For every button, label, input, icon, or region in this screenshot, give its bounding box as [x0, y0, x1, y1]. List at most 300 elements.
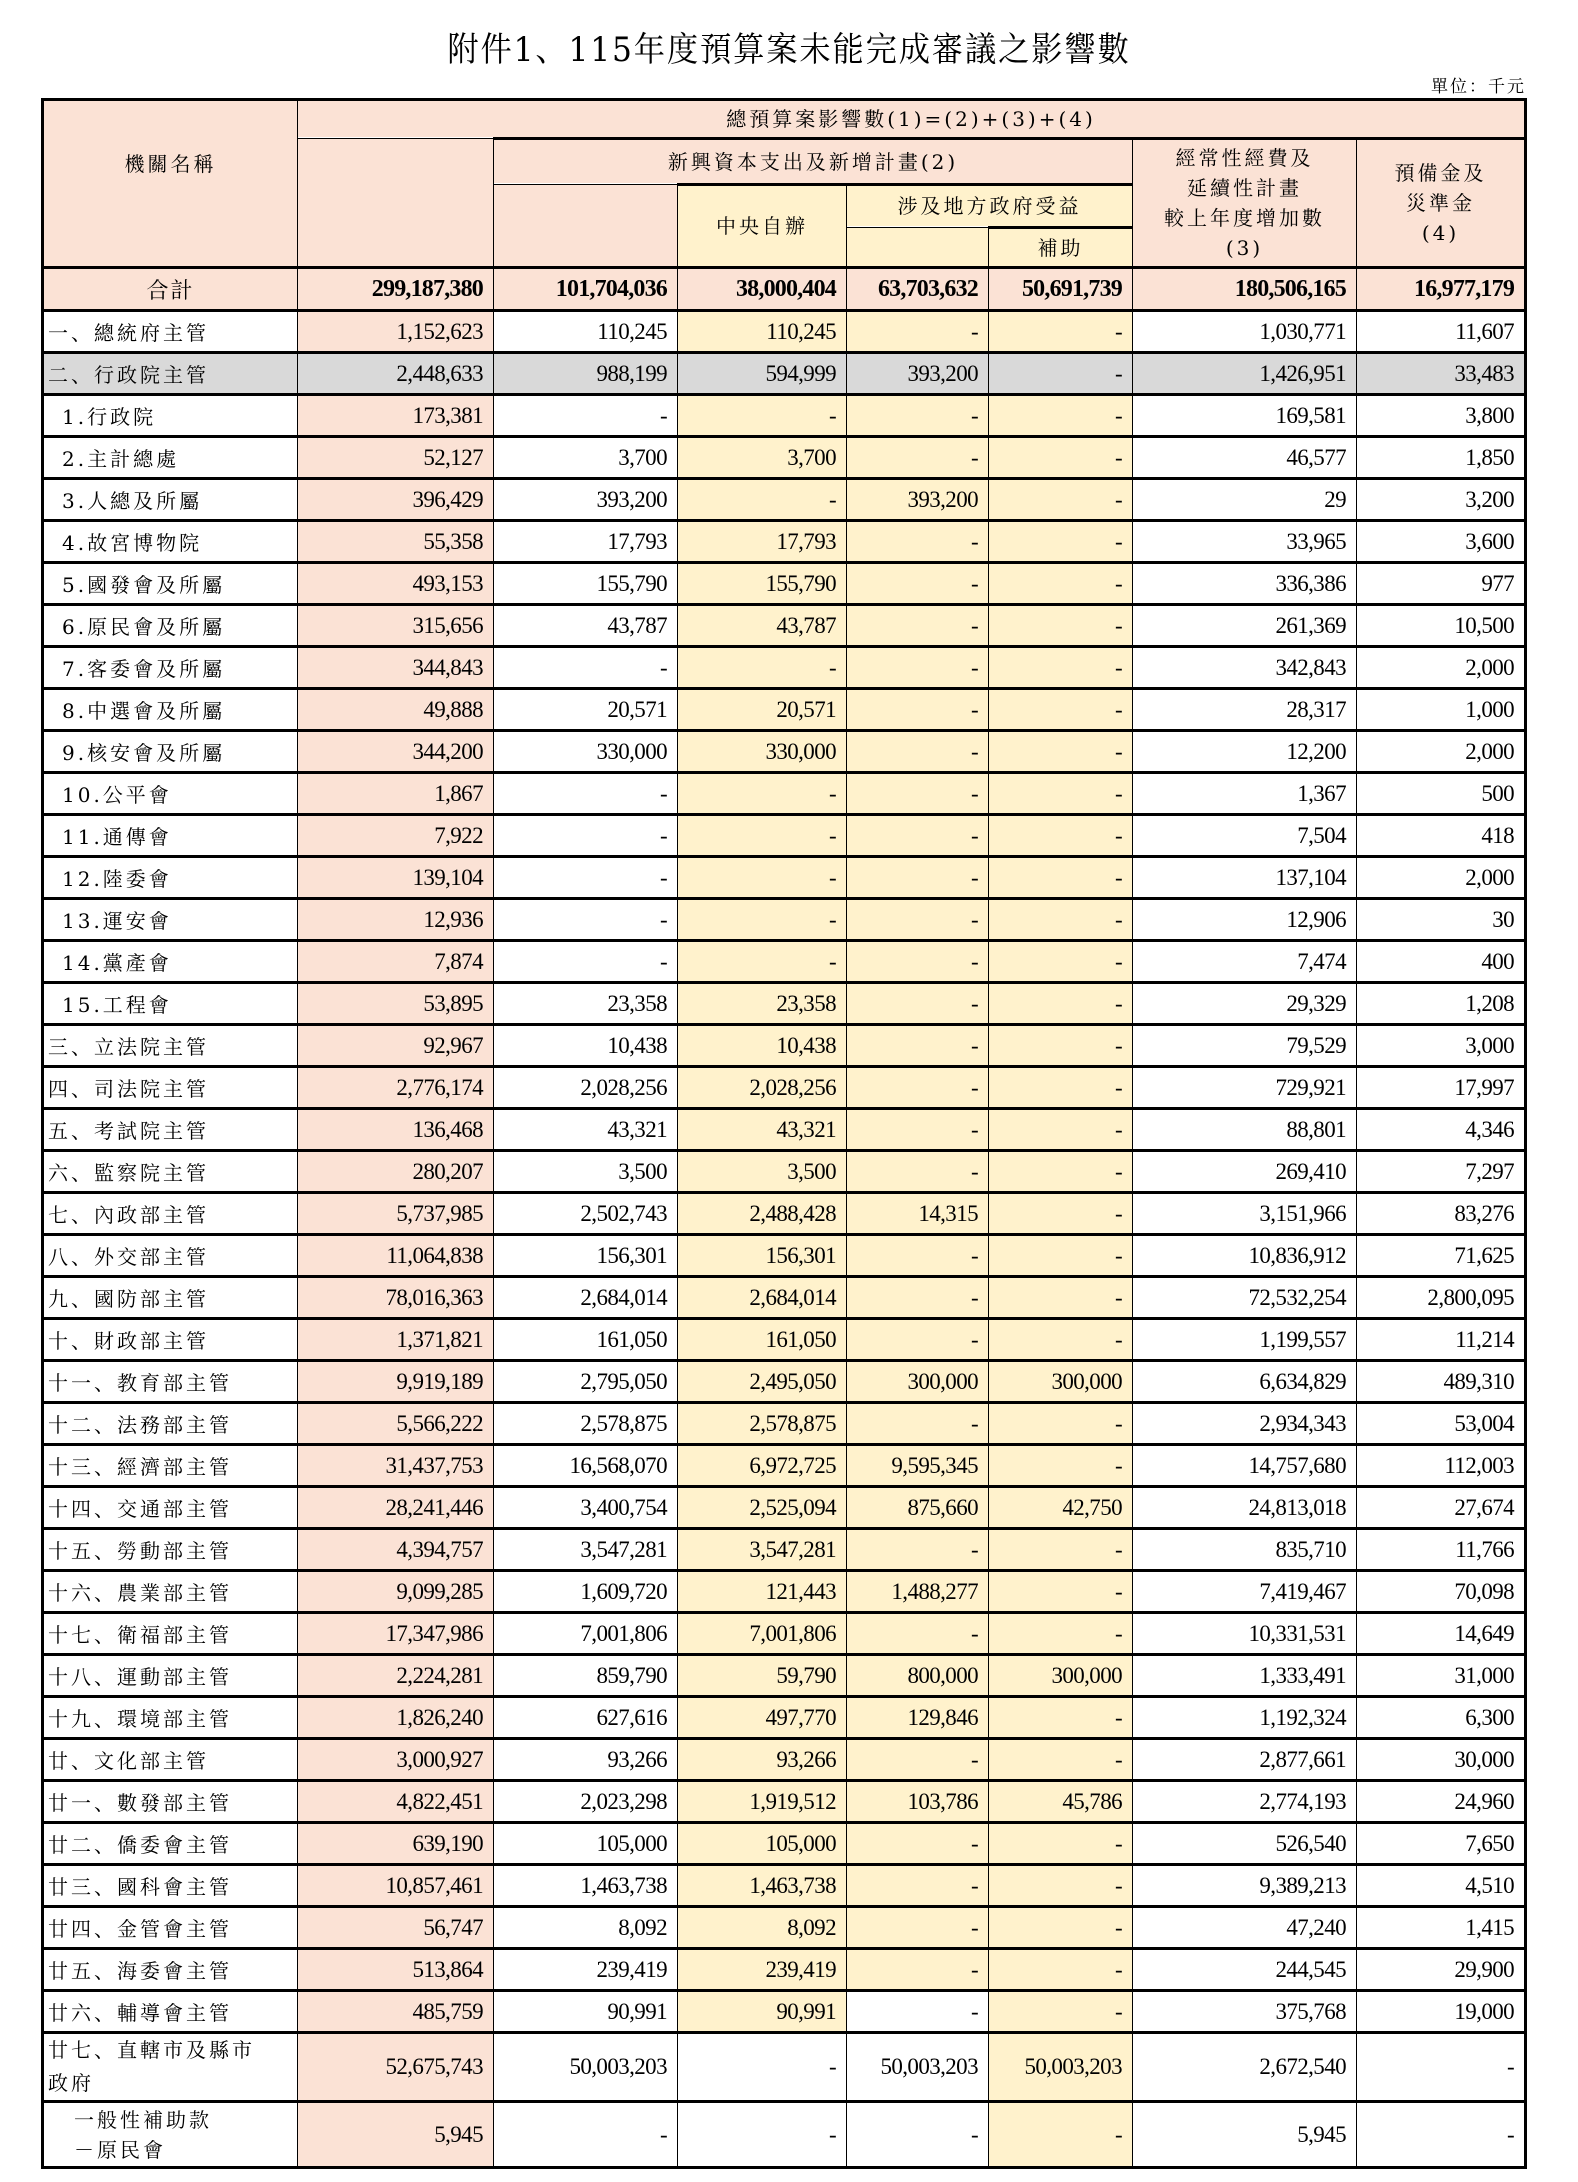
cell-new-capital: 859,790 — [494, 1655, 678, 1697]
table-row — [43, 1025, 1526, 1067]
cell-total-impact: 315,656 — [298, 605, 494, 647]
cell-total-impact: 52,127 — [298, 437, 494, 479]
table-row — [43, 1319, 1526, 1361]
table-row — [43, 1193, 1526, 1235]
row-agency-name: 10.公平會 — [43, 773, 298, 815]
total-row — [43, 268, 1526, 311]
cell-new-capital: 3,547,281 — [494, 1529, 678, 1571]
total-recurring-value: 180,506,165 — [1133, 268, 1357, 311]
cell-recurring: 261,369 — [1133, 605, 1357, 647]
cell-total-impact: 344,843 — [298, 647, 494, 689]
cell-central-self: 93,266 — [678, 1739, 847, 1781]
cell-central-self: 3,700 — [678, 437, 847, 479]
cell-reserve: 27,674 — [1357, 1487, 1526, 1529]
cell-reserve: 19,000 — [1357, 1991, 1526, 2033]
cell-new-capital: 2,502,743 — [494, 1193, 678, 1235]
cell-subsidy: - — [989, 1025, 1133, 1067]
cell-local-benefit: - — [847, 857, 989, 899]
cell-new-capital: 988,199 — [494, 353, 678, 395]
cell-new-capital: 393,200 — [494, 479, 678, 521]
table-row — [43, 1109, 1526, 1151]
cell-new-capital: 50,003,203 — [494, 2033, 678, 2102]
cell-new-capital: 3,400,754 — [494, 1487, 678, 1529]
cell-local-benefit: - — [847, 1991, 989, 2033]
cell-reserve: 30 — [1357, 899, 1526, 941]
cell-recurring: 526,540 — [1133, 1823, 1357, 1865]
cell-total-impact: 173,381 — [298, 395, 494, 437]
row-agency-name: 十四、交通部主管 — [43, 1487, 298, 1529]
row-agency-name: 11.通傳會 — [43, 815, 298, 857]
table-row — [43, 1823, 1526, 1865]
cell-local-benefit: - — [847, 689, 989, 731]
total-impact-value: 299,187,380 — [298, 268, 494, 311]
cell-central-self: 2,028,256 — [678, 1067, 847, 1109]
cell-subsidy: - — [989, 983, 1133, 1025]
cell-total-impact: 136,468 — [298, 1109, 494, 1151]
table-row — [43, 1277, 1526, 1319]
cell-recurring: 7,504 — [1133, 815, 1357, 857]
cell-total-impact: 28,241,446 — [298, 1487, 494, 1529]
cell-central-self: - — [678, 941, 847, 983]
row-agency-name: 十、財政部主管 — [43, 1319, 298, 1361]
cell-subsidy: - — [989, 1739, 1133, 1781]
cell-new-capital: 20,571 — [494, 689, 678, 731]
cell-total-impact: 9,099,285 — [298, 1571, 494, 1613]
cell-central-self: 2,684,014 — [678, 1277, 847, 1319]
header-recurring-line3: 較上年度增加數 — [1164, 206, 1325, 230]
cell-central-self: 239,419 — [678, 1949, 847, 1991]
row-agency-name: 十三、經濟部主管 — [43, 1445, 298, 1487]
cell-total-impact: 639,190 — [298, 1823, 494, 1865]
cell-recurring: 835,710 — [1133, 1529, 1357, 1571]
cell-local-benefit: 9,595,345 — [847, 1445, 989, 1487]
cell-recurring: 169,581 — [1133, 395, 1357, 437]
cell-local-benefit: - — [847, 1865, 989, 1907]
cell-central-self: 8,092 — [678, 1907, 847, 1949]
cell-new-capital: - — [494, 815, 678, 857]
cell-total-impact: 1,152,623 — [298, 311, 494, 353]
cell-reserve: 400 — [1357, 941, 1526, 983]
header-agency-name: 機關名稱 — [43, 100, 298, 268]
header-new-capital: 新興資本支出及新增計畫(2) — [494, 139, 1133, 185]
table-row — [43, 899, 1526, 941]
header-subsidy: 補助 — [989, 228, 1133, 268]
table-row — [43, 479, 1526, 521]
cell-reserve: 30,000 — [1357, 1739, 1526, 1781]
cell-total-impact: 2,224,281 — [298, 1655, 494, 1697]
table-row — [43, 2102, 1526, 2168]
table-row — [43, 605, 1526, 647]
header-total-impact-value-col — [298, 139, 494, 268]
cell-subsidy: - — [989, 521, 1133, 563]
cell-central-self: 121,443 — [678, 1571, 847, 1613]
cell-central-self: - — [678, 2033, 847, 2102]
cell-recurring: 7,474 — [1133, 941, 1357, 983]
cell-total-impact: 11,064,838 — [298, 1235, 494, 1277]
cell-local-benefit: - — [847, 1235, 989, 1277]
cell-local-benefit: 50,003,203 — [847, 2033, 989, 2102]
cell-local-benefit: - — [847, 1277, 989, 1319]
cell-central-self: 43,321 — [678, 1109, 847, 1151]
table-row — [43, 647, 1526, 689]
cell-recurring: 88,801 — [1133, 1109, 1357, 1151]
row-agency-name: 廿七、直轄市及縣市 政府 — [43, 2033, 298, 2102]
cell-local-benefit: - — [847, 395, 989, 437]
cell-subsidy: - — [989, 899, 1133, 941]
header-reserve — [1357, 139, 1526, 268]
table-row — [43, 1571, 1526, 1613]
cell-central-self: 59,790 — [678, 1655, 847, 1697]
cell-subsidy: - — [989, 1193, 1133, 1235]
cell-recurring: 1,199,557 — [1133, 1319, 1357, 1361]
cell-subsidy: - — [989, 1277, 1133, 1319]
cell-reserve: 17,997 — [1357, 1067, 1526, 1109]
cell-reserve: 31,000 — [1357, 1655, 1526, 1697]
cell-reserve: 3,200 — [1357, 479, 1526, 521]
cell-local-benefit: 393,200 — [847, 479, 989, 521]
table-row — [43, 1487, 1526, 1529]
cell-subsidy: - — [989, 479, 1133, 521]
cell-new-capital: 3,500 — [494, 1151, 678, 1193]
cell-new-capital: 7,001,806 — [494, 1613, 678, 1655]
cell-recurring: 1,192,324 — [1133, 1697, 1357, 1739]
cell-recurring: 29,329 — [1133, 983, 1357, 1025]
cell-reserve: - — [1357, 2033, 1526, 2102]
cell-central-self: 20,571 — [678, 689, 847, 731]
row-agency-name: 1.行政院 — [43, 395, 298, 437]
table-row — [43, 1529, 1526, 1571]
cell-subsidy: - — [989, 1949, 1133, 1991]
cell-new-capital: - — [494, 857, 678, 899]
row-agency-name: 8.中選會及所屬 — [43, 689, 298, 731]
cell-central-self: 7,001,806 — [678, 1613, 847, 1655]
header-local-benefit-value-col — [847, 228, 989, 268]
cell-central-self: 2,495,050 — [678, 1361, 847, 1403]
row-agency-name: 十七、衛福部主管 — [43, 1613, 298, 1655]
cell-recurring: 1,367 — [1133, 773, 1357, 815]
cell-reserve: 71,625 — [1357, 1235, 1526, 1277]
header-reserve-line3: (4) — [1421, 221, 1460, 245]
cell-recurring: 2,877,661 — [1133, 1739, 1357, 1781]
cell-reserve: 29,900 — [1357, 1949, 1526, 1991]
cell-new-capital: 17,793 — [494, 521, 678, 563]
cell-central-self: - — [678, 899, 847, 941]
cell-recurring: 10,836,912 — [1133, 1235, 1357, 1277]
cell-central-self: - — [678, 773, 847, 815]
cell-reserve: 11,214 — [1357, 1319, 1526, 1361]
cell-recurring: 79,529 — [1133, 1025, 1357, 1067]
cell-recurring: 1,030,771 — [1133, 311, 1357, 353]
cell-reserve: 418 — [1357, 815, 1526, 857]
cell-total-impact: 92,967 — [298, 1025, 494, 1067]
cell-new-capital: 43,321 — [494, 1109, 678, 1151]
cell-subsidy: - — [989, 941, 1133, 983]
cell-local-benefit: - — [847, 899, 989, 941]
header-central-self: 中央自辦 — [678, 185, 847, 268]
cell-central-self: 3,500 — [678, 1151, 847, 1193]
cell-recurring: 2,774,193 — [1133, 1781, 1357, 1823]
cell-recurring: 336,386 — [1133, 563, 1357, 605]
cell-total-impact: 31,437,753 — [298, 1445, 494, 1487]
cell-reserve: 24,960 — [1357, 1781, 1526, 1823]
cell-central-self: 497,770 — [678, 1697, 847, 1739]
cell-local-benefit: - — [847, 1739, 989, 1781]
cell-reserve: 53,004 — [1357, 1403, 1526, 1445]
cell-recurring: 137,104 — [1133, 857, 1357, 899]
cell-total-impact: 485,759 — [298, 1991, 494, 2033]
cell-subsidy: - — [989, 1445, 1133, 1487]
total-central-self-value: 38,000,404 — [678, 268, 847, 311]
cell-recurring: 729,921 — [1133, 1067, 1357, 1109]
cell-total-impact: 5,566,222 — [298, 1403, 494, 1445]
header-total-impact: 總預算案影響數(1)=(2)+(3)+(4) — [298, 100, 1526, 139]
cell-new-capital: 3,700 — [494, 437, 678, 479]
cell-central-self: 1,919,512 — [678, 1781, 847, 1823]
cell-total-impact: 2,448,633 — [298, 353, 494, 395]
cell-local-benefit: - — [847, 1529, 989, 1571]
cell-reserve: 1,415 — [1357, 1907, 1526, 1949]
cell-reserve: - — [1357, 2102, 1526, 2168]
cell-reserve: 2,000 — [1357, 857, 1526, 899]
cell-local-benefit: - — [847, 605, 989, 647]
cell-new-capital: - — [494, 899, 678, 941]
cell-central-self: 156,301 — [678, 1235, 847, 1277]
cell-local-benefit: - — [847, 1907, 989, 1949]
cell-central-self: - — [678, 395, 847, 437]
row-agency-name: 廿四、金管會主管 — [43, 1907, 298, 1949]
cell-recurring: 1,426,951 — [1133, 353, 1357, 395]
cell-total-impact: 9,919,189 — [298, 1361, 494, 1403]
cell-local-benefit: - — [847, 773, 989, 815]
cell-local-benefit: 129,846 — [847, 1697, 989, 1739]
table-row — [43, 311, 1526, 353]
cell-local-benefit: 800,000 — [847, 1655, 989, 1697]
cell-reserve: 14,649 — [1357, 1613, 1526, 1655]
cell-total-impact: 4,394,757 — [298, 1529, 494, 1571]
row-agency-name: 十九、環境部主管 — [43, 1697, 298, 1739]
cell-reserve: 3,000 — [1357, 1025, 1526, 1067]
cell-new-capital: 2,684,014 — [494, 1277, 678, 1319]
cell-new-capital: 156,301 — [494, 1235, 678, 1277]
table-row — [43, 521, 1526, 563]
row-agency-name: 9.核安會及所屬 — [43, 731, 298, 773]
table-row — [43, 1445, 1526, 1487]
cell-total-impact: 1,867 — [298, 773, 494, 815]
row-agency-name: 十五、勞動部主管 — [43, 1529, 298, 1571]
cell-total-impact: 513,864 — [298, 1949, 494, 1991]
cell-local-benefit: - — [847, 521, 989, 563]
cell-subsidy: - — [989, 689, 1133, 731]
cell-new-capital: 93,266 — [494, 1739, 678, 1781]
cell-local-benefit: 875,660 — [847, 1487, 989, 1529]
cell-new-capital: 105,000 — [494, 1823, 678, 1865]
cell-total-impact: 493,153 — [298, 563, 494, 605]
row-agency-name: 7.客委會及所屬 — [43, 647, 298, 689]
row-agency-name: 六、監察院主管 — [43, 1151, 298, 1193]
cell-central-self: 10,438 — [678, 1025, 847, 1067]
cell-recurring: 342,843 — [1133, 647, 1357, 689]
cell-subsidy: - — [989, 1823, 1133, 1865]
cell-total-impact: 2,776,174 — [298, 1067, 494, 1109]
total-reserve-value: 16,977,179 — [1357, 268, 1526, 311]
cell-recurring: 9,389,213 — [1133, 1865, 1357, 1907]
cell-total-impact: 53,895 — [298, 983, 494, 1025]
cell-central-self: 155,790 — [678, 563, 847, 605]
cell-central-self: 23,358 — [678, 983, 847, 1025]
cell-local-benefit: - — [847, 1109, 989, 1151]
cell-subsidy: - — [989, 605, 1133, 647]
cell-new-capital: 2,023,298 — [494, 1781, 678, 1823]
cell-recurring: 375,768 — [1133, 1991, 1357, 2033]
row-agency-name: 十一、教育部主管 — [43, 1361, 298, 1403]
cell-recurring: 12,200 — [1133, 731, 1357, 773]
cell-reserve: 2,000 — [1357, 731, 1526, 773]
cell-reserve: 7,297 — [1357, 1151, 1526, 1193]
cell-subsidy: - — [989, 857, 1133, 899]
cell-subsidy: - — [989, 1529, 1133, 1571]
table-row — [43, 731, 1526, 773]
table-row — [43, 1781, 1526, 1823]
cell-new-capital: 1,463,738 — [494, 1865, 678, 1907]
row-agency-name: 廿六、輔導會主管 — [43, 1991, 298, 2033]
cell-new-capital: 8,092 — [494, 1907, 678, 1949]
cell-subsidy: - — [989, 1151, 1133, 1193]
cell-subsidy: - — [989, 1067, 1133, 1109]
cell-local-benefit: - — [847, 1949, 989, 1991]
cell-new-capital: 155,790 — [494, 563, 678, 605]
table-row — [43, 1655, 1526, 1697]
table-row — [43, 689, 1526, 731]
table-row — [43, 1235, 1526, 1277]
cell-subsidy: - — [989, 1907, 1133, 1949]
cell-total-impact: 139,104 — [298, 857, 494, 899]
cell-local-benefit: - — [847, 2102, 989, 2168]
row-agency-name: 一、總統府主管 — [43, 311, 298, 353]
cell-total-impact: 55,358 — [298, 521, 494, 563]
cell-recurring: 10,331,531 — [1133, 1613, 1357, 1655]
cell-central-self: - — [678, 815, 847, 857]
cell-new-capital: 23,358 — [494, 983, 678, 1025]
total-local-benefit-value: 63,703,632 — [847, 268, 989, 311]
table-row — [43, 2033, 1526, 2102]
cell-recurring: 3,151,966 — [1133, 1193, 1357, 1235]
cell-local-benefit: - — [847, 731, 989, 773]
cell-reserve: 489,310 — [1357, 1361, 1526, 1403]
table-row — [43, 983, 1526, 1025]
cell-total-impact: 1,826,240 — [298, 1697, 494, 1739]
cell-local-benefit: - — [847, 311, 989, 353]
cell-recurring: 269,410 — [1133, 1151, 1357, 1193]
cell-total-impact: 396,429 — [298, 479, 494, 521]
cell-reserve: 4,346 — [1357, 1109, 1526, 1151]
cell-reserve: 4,510 — [1357, 1865, 1526, 1907]
cell-new-capital: 2,578,875 — [494, 1403, 678, 1445]
header-recurring-line1: 經常性經費及 — [1175, 146, 1314, 170]
cell-recurring: 14,757,680 — [1133, 1445, 1357, 1487]
header-local-benefit: 涉及地方政府受益 — [847, 185, 1133, 228]
cell-new-capital: 627,616 — [494, 1697, 678, 1739]
cell-recurring: 24,813,018 — [1133, 1487, 1357, 1529]
row-agency-name: 十二、法務部主管 — [43, 1403, 298, 1445]
cell-total-impact: 7,874 — [298, 941, 494, 983]
cell-central-self: - — [678, 647, 847, 689]
table-row — [43, 815, 1526, 857]
cell-local-benefit: 1,488,277 — [847, 1571, 989, 1613]
cell-recurring: 7,419,467 — [1133, 1571, 1357, 1613]
table-row — [43, 437, 1526, 479]
cell-reserve: 10,500 — [1357, 605, 1526, 647]
cell-local-benefit: - — [847, 437, 989, 479]
row-agency-name: 十八、運動部主管 — [43, 1655, 298, 1697]
cell-subsidy: - — [989, 731, 1133, 773]
cell-subsidy: - — [989, 1991, 1133, 2033]
row-agency-name: 二、行政院主管 — [43, 353, 298, 395]
table-row — [43, 395, 1526, 437]
cell-new-capital: 330,000 — [494, 731, 678, 773]
table-row — [43, 563, 1526, 605]
cell-central-self: 105,000 — [678, 1823, 847, 1865]
cell-central-self: 330,000 — [678, 731, 847, 773]
cell-reserve: 1,850 — [1357, 437, 1526, 479]
cell-local-benefit: - — [847, 1151, 989, 1193]
table-row — [43, 1613, 1526, 1655]
cell-subsidy: 42,750 — [989, 1487, 1133, 1529]
cell-total-impact: 52,675,743 — [298, 2033, 494, 2102]
row-agency-name: 三、立法院主管 — [43, 1025, 298, 1067]
cell-central-self: 2,578,875 — [678, 1403, 847, 1445]
cell-new-capital: 10,438 — [494, 1025, 678, 1067]
cell-total-impact: 280,207 — [298, 1151, 494, 1193]
cell-local-benefit: - — [847, 1025, 989, 1067]
cell-recurring: 2,672,540 — [1133, 2033, 1357, 2102]
table-row — [43, 773, 1526, 815]
table-row — [43, 941, 1526, 983]
header-reserve-line2: 災準金 — [1406, 191, 1476, 215]
cell-total-impact: 5,945 — [298, 2102, 494, 2168]
header-reserve-line1: 預備金及 — [1394, 161, 1487, 185]
row-agency-name: 2.主計總處 — [43, 437, 298, 479]
cell-central-self: 90,991 — [678, 1991, 847, 2033]
cell-recurring: 6,634,829 — [1133, 1361, 1357, 1403]
row-agency-name: 八、外交部主管 — [43, 1235, 298, 1277]
cell-subsidy: 300,000 — [989, 1655, 1133, 1697]
table-row — [43, 1697, 1526, 1739]
cell-new-capital: 2,028,256 — [494, 1067, 678, 1109]
row-agency-name: 一般性補助款 －原民會 — [43, 2102, 298, 2168]
cell-subsidy: 50,003,203 — [989, 2033, 1133, 2102]
cell-subsidy: - — [989, 773, 1133, 815]
cell-central-self: - — [678, 2102, 847, 2168]
cell-subsidy: - — [989, 1235, 1133, 1277]
cell-new-capital: 161,050 — [494, 1319, 678, 1361]
cell-local-benefit: - — [847, 1067, 989, 1109]
cell-central-self: 1,463,738 — [678, 1865, 847, 1907]
cell-new-capital: 1,609,720 — [494, 1571, 678, 1613]
row-agency-name: 廿五、海委會主管 — [43, 1949, 298, 1991]
cell-subsidy: - — [989, 395, 1133, 437]
table-row — [43, 1949, 1526, 1991]
row-agency-name: 七、內政部主管 — [43, 1193, 298, 1235]
cell-new-capital: - — [494, 941, 678, 983]
row-agency-name: 5.國發會及所屬 — [43, 563, 298, 605]
cell-local-benefit: - — [847, 1823, 989, 1865]
cell-recurring: 5,945 — [1133, 2102, 1357, 2168]
cell-reserve: 11,607 — [1357, 311, 1526, 353]
cell-recurring: 46,577 — [1133, 437, 1357, 479]
cell-total-impact: 78,016,363 — [298, 1277, 494, 1319]
header-recurring — [1133, 139, 1357, 268]
cell-new-capital: 90,991 — [494, 1991, 678, 2033]
